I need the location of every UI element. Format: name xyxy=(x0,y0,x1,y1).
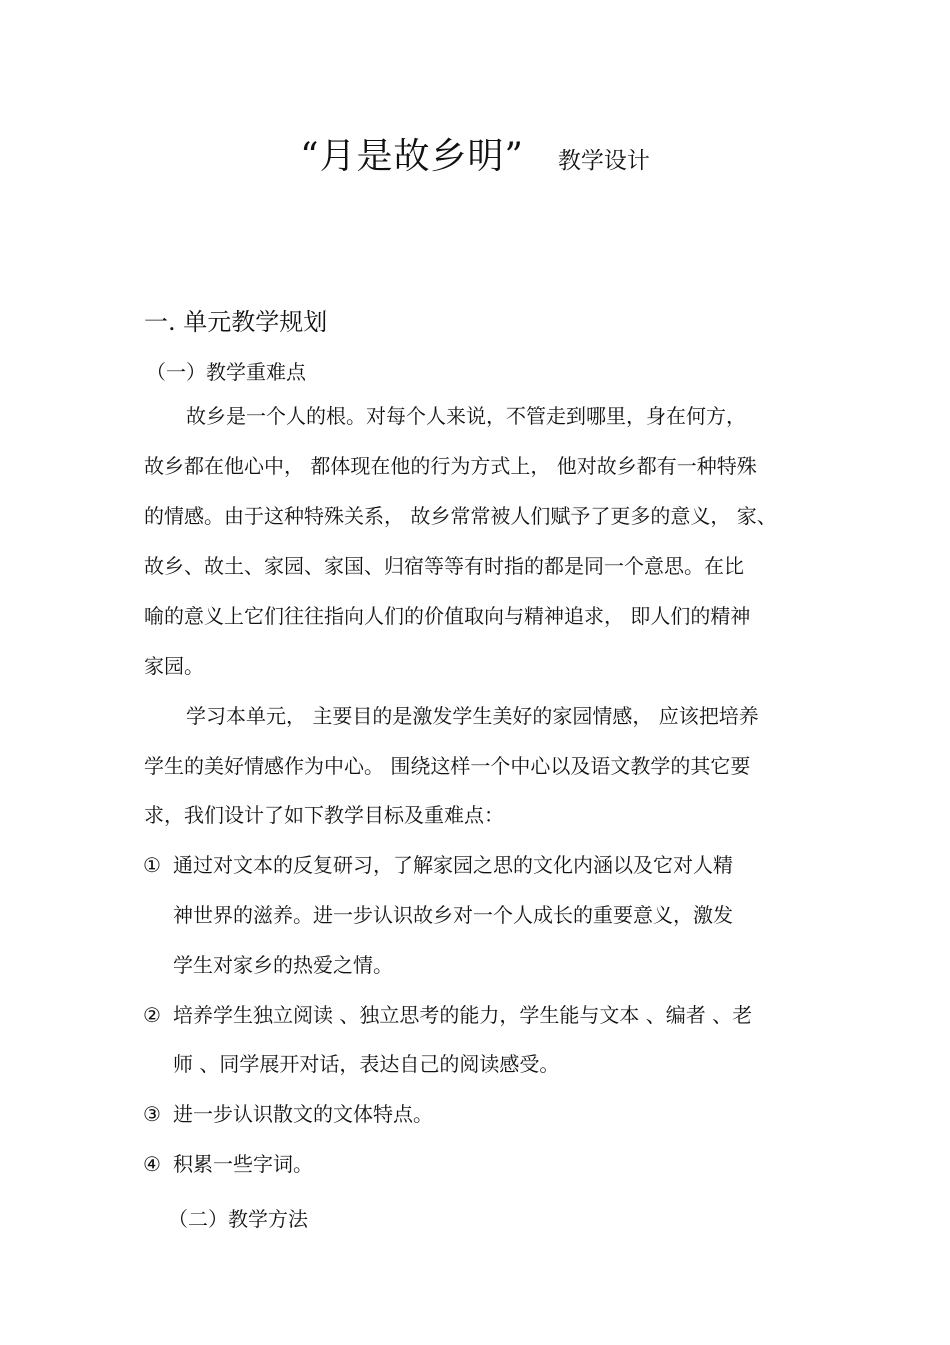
list-item-line: 学生对家乡的热爱之情。 xyxy=(173,953,393,977)
list-number: ② xyxy=(143,1003,161,1027)
section-heading-unit-plan: 一. 单元教学规划 xyxy=(144,308,328,336)
paragraph-line: 求，我们设计了如下教学目标及重难点： xyxy=(144,803,504,827)
paragraph-line: 家园。 xyxy=(144,654,204,678)
paragraph-line: 故乡是一个人的根。对每个人来说，不管走到哪里，身在何方， xyxy=(186,404,746,428)
list-item-line: 通过对文本的反复研习，了解家园之思的文化内涵以及它对人精 xyxy=(173,853,733,877)
paragraph-line: 喻的意义上它们往往指向人们的价值取向与精神追求， 即人们的精神 xyxy=(144,604,751,628)
title-main: “月是故乡明” xyxy=(300,136,524,177)
list-item-line: 进一步认识散文的文体特点。 xyxy=(173,1102,433,1126)
list-number: ① xyxy=(143,853,161,877)
paragraph-line: 故乡、故土、家园、家国、归宿等等有时指的都是同一个意思。在比 xyxy=(144,554,744,578)
list-item-line: 神世界的滋养。进一步认识故乡对一个人成长的重要意义，激发 xyxy=(173,903,733,927)
list-item-line: 积累一些字词。 xyxy=(173,1152,313,1176)
list-item-line: 培养学生独立阅读 、独立思考的能力，学生能与文本 、编者 、老 xyxy=(173,1003,753,1027)
paragraph-line: 故乡都在他心中， 都体现在他的行为方式上， 他对故乡都有一种特殊 xyxy=(144,454,757,478)
title-sub: 教学设计 xyxy=(557,148,650,174)
paragraph-line: 学习本单元， 主要目的是激发学生美好的家园情感， 应该把培养 xyxy=(186,704,759,728)
paragraph-line: 的情感。由于这种特殊关系， 故乡常常被人们赋予了更多的意义， 家、 xyxy=(144,504,777,528)
subsection-heading-teaching-method: （二）教学方法 xyxy=(168,1207,308,1231)
list-number: ③ xyxy=(143,1102,161,1126)
list-number: ④ xyxy=(143,1152,161,1176)
list-item-line: 师 、同学展开对话，表达自己的阅读感受。 xyxy=(173,1052,560,1076)
paragraph-line: 学生的美好情感作为中心。 围绕这样一个中心以及语文教学的其它要 xyxy=(144,754,751,778)
document-title xyxy=(0,128,950,179)
subsection-heading-key-points: （一）教学重难点 xyxy=(146,360,306,384)
